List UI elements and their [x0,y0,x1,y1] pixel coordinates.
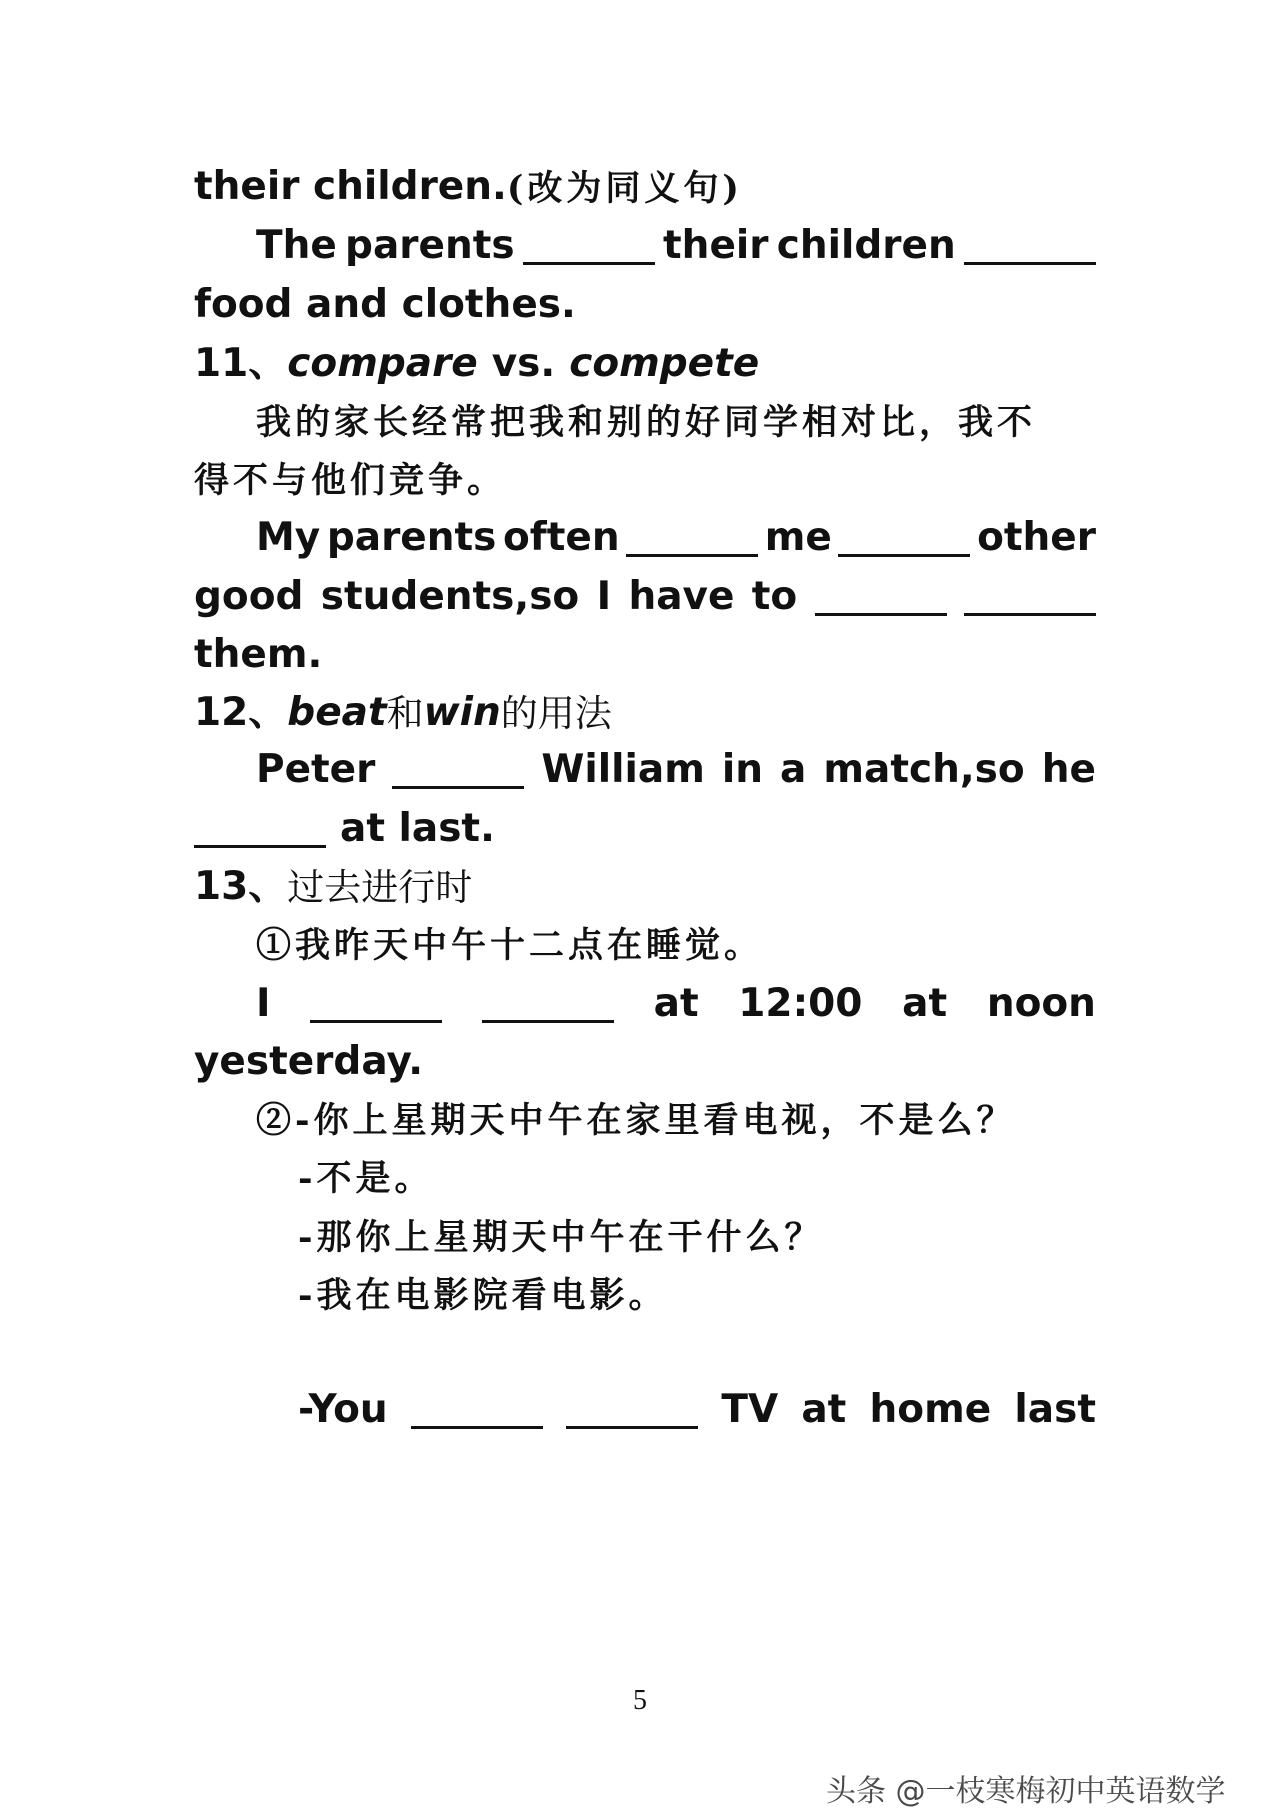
section-heading-12 [194,672,1096,735]
chinese-prompt [256,380,1096,443]
section-title: 过去进行时 [287,866,473,909]
word: parents [326,515,497,560]
word: me [764,515,832,560]
text: vs. [491,341,556,386]
answer-blank[interactable] [964,583,1096,616]
chinese-prompt [256,903,1096,966]
section-heading-11 [194,323,1096,386]
sentence-line [194,264,1096,327]
text: 和 [386,692,424,735]
word: TV [721,1387,779,1432]
text: at last. [340,806,495,851]
word: I [596,574,612,619]
fill-blank-line [298,1369,1096,1432]
keyword: compete [569,341,760,386]
text: their children. [194,164,507,209]
keyword: win [423,690,501,735]
answer-blank[interactable] [194,815,326,848]
keyword: compare [287,341,478,386]
word: to [751,574,798,619]
word: often [502,515,620,560]
chinese-prompt [256,1078,1096,1141]
word: last [1014,1387,1096,1432]
word: students,so [320,574,580,619]
word: in [721,747,764,792]
answer-blank[interactable] [838,524,970,557]
text: -不是。 [298,1158,434,1199]
chinese-prompt [298,1195,1096,1258]
word: The [256,223,337,268]
text: yesterday. [194,1039,424,1084]
fill-blank-line [194,556,1096,619]
section-number: 13、 [194,864,288,909]
word: children [776,223,956,268]
fill-blank-line [256,205,1096,268]
word: a [780,747,807,792]
keyword: beat [287,690,387,735]
text: 的用法 [500,692,612,735]
answer-blank[interactable] [482,990,614,1023]
fill-blank-line [194,788,1096,851]
word: at [653,981,699,1026]
section-number: 12、 [194,690,288,735]
word: Peter [256,747,376,792]
word: at [801,1387,847,1432]
text: 我的家长经常把我和别的好同学相对比，我不 [256,402,1037,443]
instruction-text: (改为同义句) [506,168,743,209]
fill-blank-line [256,497,1096,560]
answer-blank[interactable] [815,583,947,616]
sentence-line [194,1021,1096,1084]
word: their [663,223,769,268]
text: ①我昨天中午十二点在睡觉。 [256,925,764,966]
word: William [541,747,705,792]
word: have [628,574,735,619]
answer-blank[interactable] [392,756,524,789]
word: other [977,515,1096,560]
text: -那你上星期天中午在干什么？ [298,1217,824,1258]
answer-blank[interactable] [523,232,655,265]
answer-blank[interactable] [626,524,758,557]
answer-blank[interactable] [411,1396,543,1429]
chinese-prompt [194,438,1096,501]
text: 得不与他们竞争。 [194,460,507,501]
word: 12:00 [738,981,863,1026]
text: them. [194,632,323,677]
chinese-prompt [298,1136,1096,1199]
answer-blank[interactable] [964,232,1096,265]
word: match,so [823,747,1025,792]
word: I [256,981,271,1026]
word: he [1041,747,1096,792]
answer-blank[interactable] [310,990,442,1023]
section-heading-13 [194,846,1096,909]
word: noon [986,981,1096,1026]
sentence-line [194,146,1096,209]
chinese-prompt [298,1253,1096,1316]
sentence-line [194,614,1096,677]
fill-blank-line [256,963,1096,1026]
text: -我在电影院看电影。 [298,1275,668,1316]
page-number: 5 [633,1685,647,1716]
text: food and clothes. [194,282,576,327]
word: home [869,1387,992,1432]
section-number: 11、 [194,341,288,386]
text: ②-你上星期天中午在家里看电视，不是么？ [256,1100,1016,1141]
word: at [902,981,948,1026]
word: good [194,574,304,619]
fill-blank-line [256,729,1096,792]
word: parents [345,223,515,268]
word: -You [298,1387,388,1432]
answer-blank[interactable] [566,1396,698,1429]
watermark: 头条 @一枝寒梅初中英语数学 [826,1774,1226,1809]
word: My [256,515,321,560]
